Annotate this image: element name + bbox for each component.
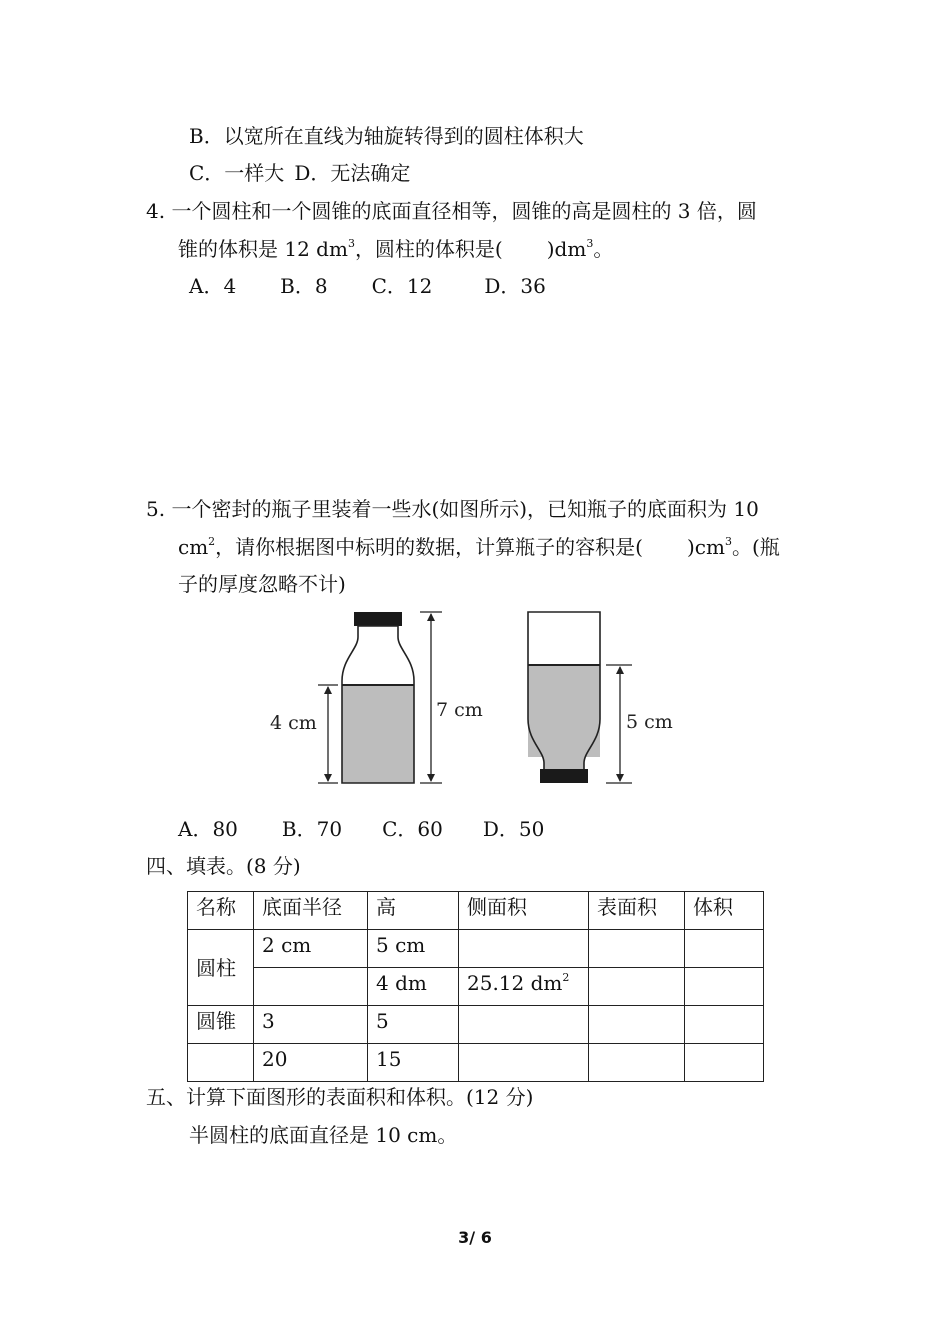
q5-sup: 2 — [208, 535, 216, 548]
q4-text: )dm — [546, 237, 587, 261]
table-cell: 3 — [254, 1006, 368, 1044]
table-header: 名称 — [188, 892, 254, 930]
table-cell: 5 — [368, 1006, 459, 1044]
q5-sup: 3 — [724, 535, 732, 548]
table-row — [188, 930, 764, 968]
section4-title: 四、填表。(8 分) — [146, 854, 301, 878]
table-cell — [188, 1044, 254, 1082]
q4-text: ，圆柱的体积是( — [354, 237, 503, 261]
q4-options — [189, 272, 546, 300]
q4-stem-line1: 4. 一个圆柱和一个圆锥的底面直径相等，圆锥的高是圆柱的 3 倍，圆 — [146, 199, 757, 223]
table-header: 底面半径 — [254, 892, 368, 930]
table-header: 表面积 — [589, 892, 685, 930]
q4-sup: 3 — [586, 237, 594, 250]
table-cell — [459, 930, 589, 968]
q4-text: 。 — [593, 237, 614, 261]
table-cell: 4 dm — [368, 968, 459, 1006]
q4-option-c: C．12 — [371, 274, 433, 298]
table-cell — [589, 930, 685, 968]
table-header: 侧面积 — [459, 892, 589, 930]
table-row — [188, 1044, 764, 1082]
q4-sup: 3 — [347, 237, 355, 250]
bottle-upright-water — [342, 685, 414, 783]
table-header-row — [188, 892, 764, 930]
bottle-figure — [260, 605, 700, 795]
q5-option-a: A．80 — [178, 817, 238, 841]
q4-option-b: B．8 — [280, 274, 328, 298]
q4-text: 锥的体积是 12 dm — [178, 237, 348, 261]
table-cell — [685, 968, 764, 1006]
bottle-upright-cap — [354, 612, 402, 626]
q4-stem-line2 — [178, 235, 613, 263]
section5-note: 半圆柱的底面直径是 10 cm。 — [189, 1123, 458, 1147]
table-header: 高 — [368, 892, 459, 930]
table-cell — [459, 1006, 589, 1044]
fill-in-table — [187, 891, 764, 1082]
q5-text: )cm — [686, 535, 725, 559]
q5-stem-line1: 5. 一个密封的瓶子里装着一些水(如图所示)，已知瓶子的底面积为 10 — [146, 497, 759, 521]
table-cell: 2 cm — [254, 930, 368, 968]
q3-options-cd — [189, 159, 410, 187]
q5-option-b: B．70 — [281, 817, 343, 841]
table-header: 体积 — [685, 892, 764, 930]
table-cell: 20 — [254, 1044, 368, 1082]
table-cell — [685, 930, 764, 968]
q5-option-d: D．50 — [482, 817, 545, 841]
q4-option-a: A．4 — [189, 274, 237, 298]
table-cell: 5 cm — [368, 930, 459, 968]
q5-option-c: C．60 — [382, 817, 443, 841]
page-number: 3/ 6 — [458, 1228, 492, 1247]
bottle-inverted-cap — [540, 769, 588, 783]
q5-stem-line3: 子的厚度忽略不计) — [178, 572, 346, 596]
cell-text: 25.12 dm — [467, 971, 563, 995]
q5-stem-line2 — [178, 533, 780, 561]
table-cell — [254, 968, 368, 1006]
table-cell — [459, 1044, 589, 1082]
table-cell-lateral-area — [459, 968, 589, 1006]
q3-option-b: B．以宽所在直线为轴旋转得到的圆柱体积大 — [189, 124, 584, 148]
row-group-cone: 圆锥 — [188, 1006, 254, 1044]
section5-title: 五、计算下面图形的表面积和体积。(12 分) — [146, 1085, 534, 1109]
table-cell — [685, 1044, 764, 1082]
q4-option-d: D．36 — [484, 274, 546, 298]
table-cell — [685, 1006, 764, 1044]
q5-text: 。(瓶 — [731, 535, 780, 559]
q3-option-c: C．一样大 — [189, 161, 285, 185]
label-water-height: 4 cm — [270, 712, 317, 734]
label-water-height-inverted: 5 cm — [626, 711, 673, 733]
table-cell — [589, 1006, 685, 1044]
cell-sup: 2 — [562, 971, 570, 984]
table-cell — [589, 968, 685, 1006]
table-row — [188, 1006, 764, 1044]
table-row — [188, 968, 764, 1006]
q5-text: ，请你根据图中标明的数据，计算瓶子的容积是( — [215, 535, 643, 559]
table-cell — [589, 1044, 685, 1082]
row-group-cylinder: 圆柱 — [188, 930, 254, 1006]
q5-text: cm — [178, 535, 209, 559]
table-cell: 15 — [368, 1044, 459, 1082]
q3-option-d: D．无法确定 — [294, 161, 411, 185]
label-total-height: 7 cm — [436, 699, 483, 721]
q5-options — [178, 815, 544, 843]
